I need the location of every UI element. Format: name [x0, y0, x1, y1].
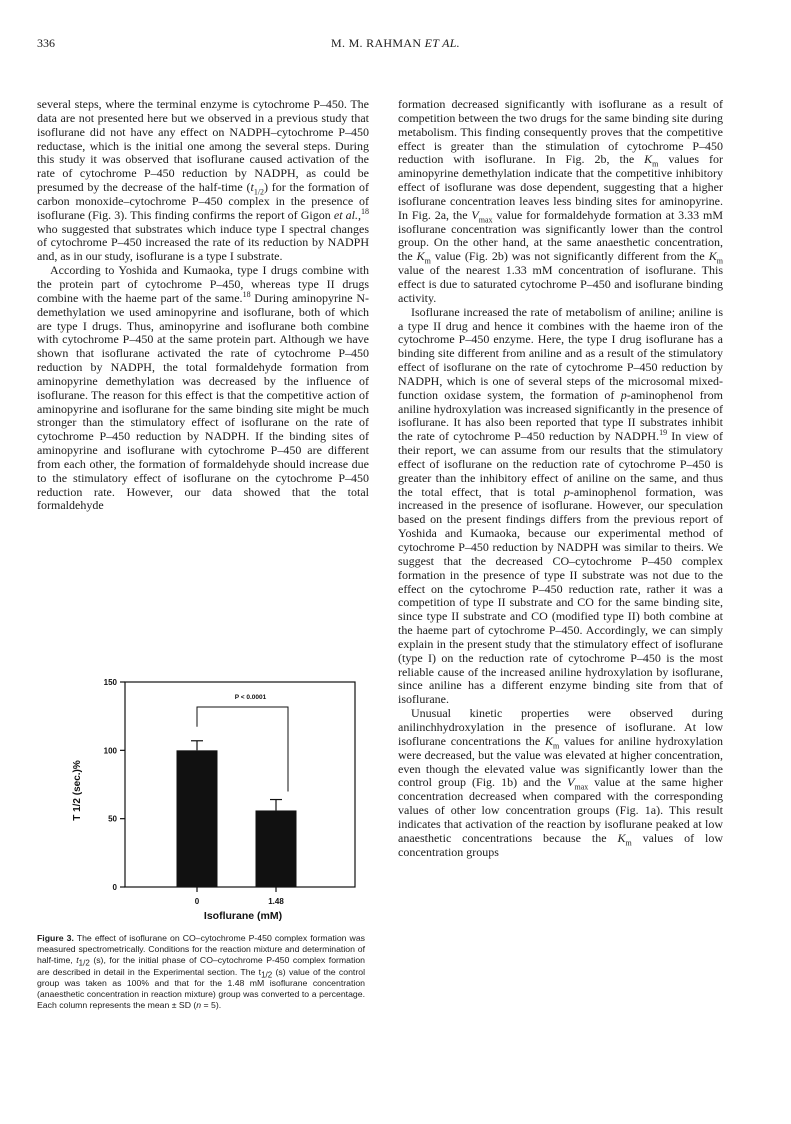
- y-tick-label: 100: [103, 746, 117, 756]
- right-column: [398, 98, 723, 859]
- plot-frame: [125, 682, 355, 887]
- y-tick-label: 50: [108, 814, 117, 824]
- y-axis-label: T 1/2 (sec.)%: [72, 760, 83, 821]
- y-tick-label: 0: [112, 883, 117, 892]
- figure-label: Figure 3.: [37, 933, 74, 943]
- paragraph: several steps, where the terminal enzyme is cytochrome P–450. The data are not presented here but we observed in a previous study that isoflurane did not have any effect on NADPH–cytochrome P–450 reductase, which is the initial one among the several steps. During this study it was observed that isoflurane caused activation of the rate of cytochrome P–450 reduction by NADPH, as could be presumed by the decrease of the half-time $(t_{1/2})$ for the formation of carbon monoxide–cytochrome P–450 complex in the presence of isoflurane (Fig. 3). This finding confirms the report of Gigon et al.,$^{18}$ who suggested that substrates which induce type I spectral changes of cytochrome P–450 increased the rate of its reduction by NADPH and, as in our study, isoflurane is a type I substrate.: [37, 97, 369, 264]
- figure-caption: Figure 3. The effect of isoflurane on CO–cytochrome P-450 complex formation was measured spectrometrically. Conditions for the reaction mixture and determination of half-time, $t_{1/2}$ (s), for the initial phase of CO–cytochrome P-450 complex formation are described in detail in the Experimental section. The $t_{1/2}$ (s) value of the control group was taken as 100% and that for the 1.48 mM isoflurane concentration (anaesthetic concentration in reaction mixture) group was converted to a percentage. Each column represents the mean ± SD (n = 5).: [37, 933, 365, 1011]
- x-tick-label: 0: [194, 897, 200, 906]
- paragraph: According to Yoshida and Kumaoka, type I drugs combine with the protein part of cytochrome P–450, whereas type II drugs combine with the haeme part of the same.$^{18}$ During aminopyrine N-demethylation we used aminopyrine and isoflurane, both of which are type I drugs. Thus, aminopyrine and isoflurane both combine with cytochrome P–450 at the same protein part. Although we have shown that isoflurane activated the rate of cytochrome P–450 reduction by NADPH, the total formaldehyde formation from aminopyrine demethylation was decreased by the influence of isoflurane. The reason for this effect is that the competitive action of aminopyrine and isoflurane for the same binding site might be much stronger than the stimulatory effect of isoflurane on the rate of cytochrome P–450 reduction by NADPH. If the binding sites of aminopyrine and isoflurane with cytochrome P–450 are different from each other, the formation of formaldehyde should increase due to the stimulatory effect of isoflurane on the cytochrome P–450 reduction rate. However, our data showed that the total formaldehyde: [37, 263, 369, 513]
- paragraph: Unusual kinetic properties were observed during anilinchhydroxylation in the presence of isoflurane. At low isoflurane concentrations the $K_m$ values for aniline hydroxylation were decreased, but the value was elevated at higher concentration, even though the elevated value was significantly lower than the control group (Fig. 1b) and the $V_{max}$ value at the same higher concentration decreased when compared with the corresponding values of other low concentration groups (Fig. 1a). This result indicates that activation of the reaction by isoflurane peaked at low anaesthetic concentrations because the $K_m$ values of low concentration groups: [398, 706, 723, 859]
- bar: [256, 810, 297, 887]
- page-number: 336: [37, 36, 55, 50]
- x-tick-label: 1.48: [268, 897, 284, 906]
- paragraph: Isoflurane increased the rate of metabolism of aniline; aniline is a type II drug and hence it combines with the haeme iron of the cytochrome P–450 enzyme. Here, the type I drug isoflurane has a binding site different from aniline and as a result of the stimulatory effect of isoflurane on the rate of cytochrome P–450 reduction by NADPH, which is one of several steps of the microsomal mixed-function oxidase system, the formation of p-aminophenol from aniline hydroxylation was increased significantly in the presence of isoflurane. It has also been reported that type II substrates inhibit the rate of cytochrome P–450 reduction by NADPH.$^{19}$ In view of their report, we can assume from our results that the stimulatory effect of isoflurane on the reduction rate of cytochrome P–450 is greater than the inhibitory effect of aniline on the same, and thus the total effect, that is total p-aminophenol formation, was increased in the presence of isoflurane. However, our speculation based on the present findings differs from the previous report of Yoshida and Kumaoka, because our experimental method of cytochrome P–450 reduction by NADPH was similar to theirs. We suggest that the decreased CO–cytochrome P–450 complex formation in the presence of type II substrate was not due to the effect on the cytochrome P–450 reduction rate, rather it was a competition of type II substrate and CO for the same binding site, since type II substrate and CO (modified type II) both combine at the haeme part of cytochrome P–450. Accordingly, we can simply explain in the present study that the stimulatory effect of isoflurane (type I) on the reduction rate of cytochrome P–450 is the most reliable cause of the increased aniline hydroxylation by isoflurane, since aniline has a different enzyme binding site from that of isoflurane.: [398, 304, 723, 707]
- p-value-annotation: P < 0.0001: [234, 694, 267, 701]
- left-column: [37, 98, 369, 513]
- x-axis-label: Isoflurane (mM): [203, 910, 283, 922]
- paragraph: formation decreased significantly with isoflurane as a result of competition between the two drugs for the same binding site during metabolism. This finding consequently proves that the competitive effect is greater than the stimulation of cytochrome P–450 reduction with isoflurane. In Fig. 2b, the $K_m$ values for aminopyrine demethylation indicate that the competitive inhibitory effect of isoflurane was dose dependent, suggesting that a higher isoflurane concentration leaves less binding sites for aminopyrine. In Fig. 2a, the $V_{max}$ value for formaldehyde formation at 3.33 mM isoflurane concentration was significantly lower than the control group. On the other hand, at the same anaesthetic concentration, the $K_m$ value (Fig. 2b) was not significantly different from the $K_m$ value of the nearest 1.33 mM concentration of isoflurane. This effect is due to saturated cytochrome P–450 and isoflurane binding activity.: [398, 97, 723, 305]
- running-title: M. M. RAHMAN ET AL.: [331, 36, 460, 50]
- figure-3-chart: [60, 668, 360, 930]
- bar: [177, 750, 218, 887]
- plot-area: [72, 678, 355, 922]
- y-tick-label: 150: [103, 678, 117, 687]
